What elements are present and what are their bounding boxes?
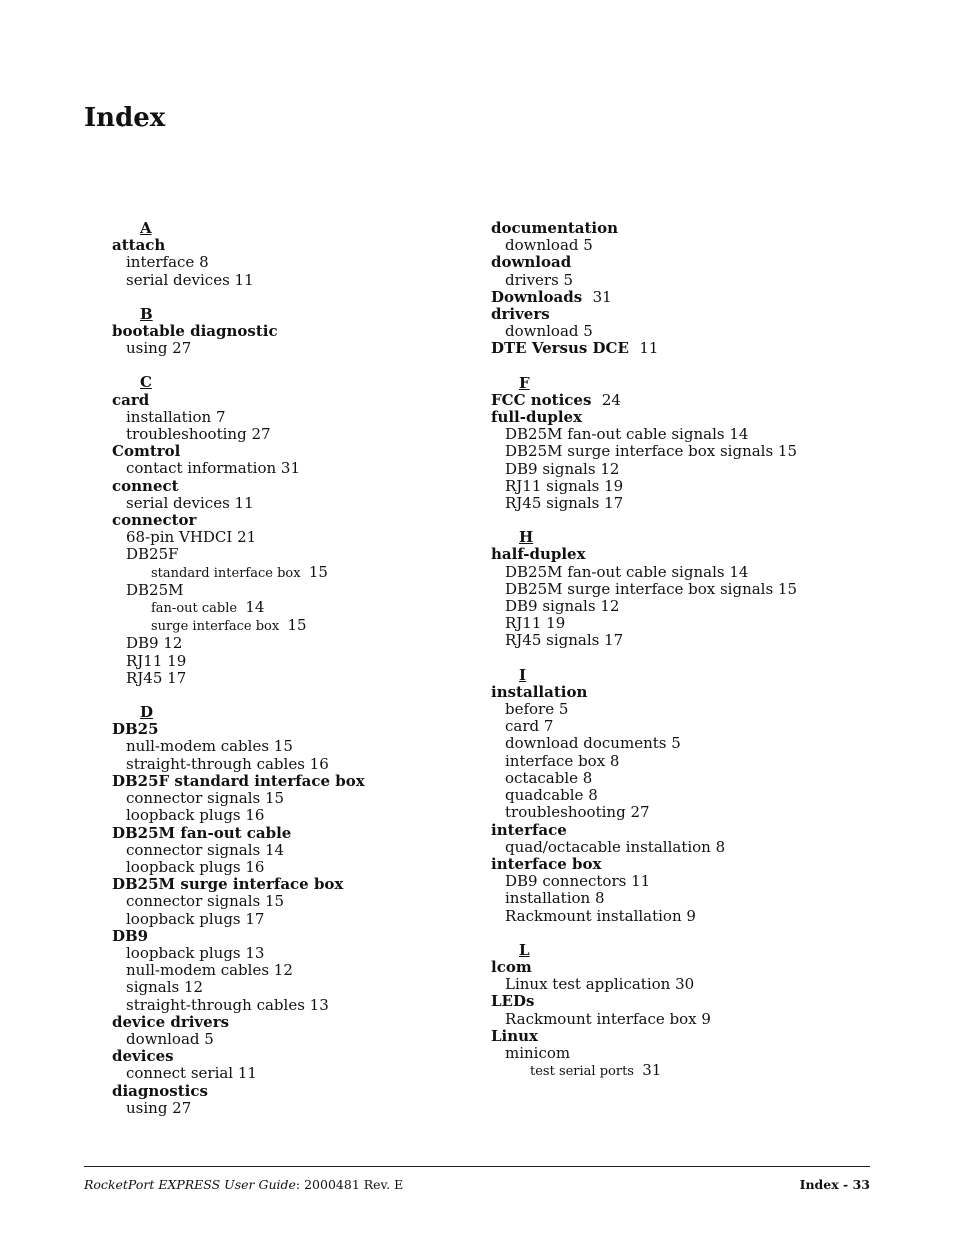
entry-text: connector signals 15	[126, 789, 285, 808]
index-subentry	[491, 804, 891, 821]
footer-document-reference	[84, 1177, 403, 1192]
index-subentry	[112, 670, 472, 687]
entry-text: loopback plugs 16	[126, 857, 265, 876]
index-group	[491, 220, 891, 358]
entry-text: interface 8	[126, 253, 209, 272]
index-subentry	[491, 564, 891, 581]
index-subentry	[491, 770, 891, 787]
entry-text: loopback plugs 17	[126, 909, 265, 928]
index-group	[112, 374, 472, 687]
index-subentry	[112, 495, 472, 512]
index-subsubentry	[112, 564, 472, 582]
index-term	[491, 993, 891, 1010]
entry-text: connector signals 14	[126, 840, 285, 859]
index-term	[491, 822, 891, 839]
entry-text: DB9 signals 12	[505, 459, 620, 478]
index-subentry	[112, 911, 472, 928]
entry-text: troubleshooting 27	[505, 803, 650, 822]
entry-text: quad/octacable installation 8	[505, 837, 726, 856]
index-subentry	[112, 842, 472, 859]
entry-text: minicom	[505, 1043, 571, 1062]
index-subentry	[112, 756, 472, 773]
entry-text: DB25M fan-out cable	[112, 823, 292, 842]
entry-text: standard interface box	[151, 565, 301, 581]
index-subentry	[491, 323, 891, 340]
index-subentry	[491, 873, 891, 890]
index-term	[491, 306, 891, 323]
index-subentry	[112, 460, 472, 477]
index-term	[491, 856, 891, 873]
index-term	[112, 1014, 472, 1031]
footer-doc-number: : 2000481 Rev. E	[295, 1177, 404, 1192]
entry-text: null-modem cables 12	[126, 961, 293, 980]
index-group	[491, 942, 891, 1081]
entry-text: DB9	[112, 926, 149, 945]
index-subentry	[491, 1045, 891, 1062]
entry-text: DB25M fan-out cable signals 14	[505, 562, 749, 581]
index-letter-heading: B	[140, 304, 153, 323]
index-subentry	[112, 529, 472, 546]
index-term	[491, 392, 891, 409]
index-group	[491, 375, 891, 513]
entry-text: download 5	[126, 1029, 214, 1048]
entry-text: full-duplex	[491, 408, 583, 427]
index-subentry	[112, 979, 472, 996]
entry-text: quadcable 8	[505, 786, 598, 805]
index-group	[491, 667, 891, 925]
entry-text: attach	[112, 236, 166, 255]
entry-text: installation 7	[126, 407, 226, 426]
entry-text: before 5	[505, 700, 569, 719]
footer-doc-title: RocketPort EXPRESS User Guide	[84, 1177, 296, 1192]
index-column-left	[112, 220, 472, 1117]
index-subentry	[112, 962, 472, 979]
entry-page-number: 15	[308, 562, 328, 581]
index-letter-heading: H	[519, 528, 534, 547]
entry-text: test serial ports	[530, 1064, 634, 1080]
index-subentry	[491, 839, 891, 856]
index-term	[491, 959, 891, 976]
index-term	[491, 220, 891, 237]
index-term	[112, 1048, 472, 1065]
entry-page-number: 11	[639, 339, 659, 358]
index-subentry	[112, 859, 472, 876]
index-term	[491, 546, 891, 563]
entry-text: devices	[112, 1047, 174, 1066]
index-subentry	[112, 254, 472, 271]
entry-text: Downloads	[491, 287, 583, 306]
index-term	[112, 478, 472, 495]
index-subentry	[491, 753, 891, 770]
index-subentry	[491, 443, 891, 460]
entry-text: DB9 12	[126, 634, 183, 653]
index-letter-heading: I	[519, 665, 527, 684]
entry-text: RJ11 signals 19	[505, 476, 624, 495]
index-term	[491, 1028, 891, 1045]
entry-text: RJ11 19	[126, 651, 187, 670]
entry-text: signals 12	[126, 978, 204, 997]
entry-text: download 5	[505, 236, 593, 255]
entry-text: straight-through cables 13	[126, 995, 329, 1014]
index-group	[491, 529, 891, 649]
entry-text: DB25M surge interface box	[112, 875, 344, 894]
index-term	[491, 289, 891, 306]
entry-text: surge interface box	[151, 619, 280, 635]
entry-page-number: 24	[601, 390, 621, 409]
entry-page-number: 15	[287, 616, 307, 635]
index-subentry	[491, 735, 891, 752]
index-subentry	[491, 976, 891, 993]
index-subentry	[491, 426, 891, 443]
index-subentry	[491, 908, 891, 925]
entry-text: DTE Versus DCE	[491, 339, 629, 358]
index-term	[112, 876, 472, 893]
entry-text: connector	[112, 511, 197, 530]
index-subentry	[491, 495, 891, 512]
entry-text: DB25	[112, 720, 159, 739]
index-subentry	[491, 718, 891, 735]
entry-text: connect	[112, 476, 179, 495]
entry-text: loopback plugs 13	[126, 943, 265, 962]
index-group	[112, 704, 472, 1117]
entry-text: using 27	[126, 339, 192, 358]
index-subentry	[491, 478, 891, 495]
entry-text: card	[112, 390, 150, 409]
entry-text: interface	[491, 820, 567, 839]
entry-text: using 27	[126, 1098, 192, 1117]
index-subsubentry	[112, 617, 472, 635]
index-group	[112, 220, 472, 289]
index-subentry	[112, 653, 472, 670]
page-footer	[84, 1177, 870, 1192]
entry-text: Rackmount installation 9	[505, 906, 696, 925]
entry-page-number: 14	[245, 598, 265, 617]
index-subsubentry	[112, 599, 472, 617]
index-letter-heading: L	[519, 940, 530, 959]
index-subentry	[491, 615, 891, 632]
entry-text: DB25M surge interface box signals 15	[505, 579, 798, 598]
entry-text: DB25F	[126, 545, 179, 564]
entry-text: FCC notices	[491, 390, 592, 409]
index-subentry	[112, 272, 472, 289]
entry-text: loopback plugs 16	[126, 806, 265, 825]
index-subentry	[491, 272, 891, 289]
index-subentry	[491, 461, 891, 478]
index-term	[112, 773, 472, 790]
entry-text: documentation	[491, 219, 619, 237]
entry-page-number: 31	[642, 1061, 662, 1080]
entry-text: 68-pin VHDCI 21	[126, 528, 257, 547]
index-letter-heading: D	[140, 703, 154, 722]
index-subentry	[491, 787, 891, 804]
entry-text: DB9 connectors 11	[505, 872, 651, 891]
index-subentry	[112, 790, 472, 807]
index-subentry	[112, 893, 472, 910]
entry-text: null-modem cables 15	[126, 737, 293, 756]
entry-text: octacable 8	[505, 768, 593, 787]
index-subsubentry	[491, 1062, 891, 1080]
index-subentry	[112, 340, 472, 357]
entry-text: card 7	[505, 717, 554, 736]
index-letter-heading: F	[519, 373, 530, 392]
entry-text: RJ45 signals 17	[505, 631, 624, 650]
entry-text: LEDs	[491, 992, 535, 1011]
index-term	[491, 684, 891, 701]
index-subentry	[112, 1065, 472, 1082]
index-subentry	[112, 945, 472, 962]
entry-text: DB9 signals 12	[505, 597, 620, 616]
index-subentry	[491, 581, 891, 598]
index-subentry	[491, 890, 891, 907]
entry-text: RJ45 17	[126, 668, 187, 687]
index-subentry	[112, 1100, 472, 1117]
index-subentry	[491, 701, 891, 718]
entry-text: download documents 5	[505, 734, 681, 753]
entry-text: drivers 5	[505, 270, 574, 289]
entry-text: installation 8	[505, 889, 605, 908]
entry-text: bootable diagnostic	[112, 322, 278, 341]
index-subentry	[112, 426, 472, 443]
entry-text: Linux test application 30	[505, 975, 695, 994]
index-term	[112, 928, 472, 945]
entry-text: interface box 8	[505, 751, 620, 770]
entry-text: connect serial 11	[126, 1064, 257, 1083]
entry-text: DB25F standard interface box	[112, 771, 365, 790]
index-term	[112, 237, 472, 254]
entry-text: installation	[491, 682, 588, 701]
entry-text: Comtrol	[112, 442, 181, 461]
index-letter-heading: A	[140, 219, 152, 237]
entry-text: RJ45 signals 17	[505, 494, 624, 513]
entry-text: Linux	[491, 1026, 538, 1045]
entry-text: download	[491, 253, 572, 272]
index-subentry	[112, 546, 472, 563]
index-subentry	[112, 738, 472, 755]
index-subentry	[491, 598, 891, 615]
entry-text: diagnostics	[112, 1081, 208, 1100]
index-term	[112, 512, 472, 529]
index-term	[112, 721, 472, 738]
entry-text: DB25M fan-out cable signals 14	[505, 425, 749, 444]
index-subentry	[112, 582, 472, 599]
index-subentry	[112, 1031, 472, 1048]
entry-text: half-duplex	[491, 545, 586, 564]
index-subentry	[112, 997, 472, 1014]
entry-text: interface box	[491, 854, 602, 873]
index-term	[491, 340, 891, 357]
entry-text: serial devices 11	[126, 493, 254, 512]
index-term	[112, 392, 472, 409]
entry-text: fan-out cable	[151, 601, 238, 617]
entry-text: Rackmount interface box 9	[505, 1009, 711, 1028]
index-subentry	[491, 1011, 891, 1028]
entry-text: download 5	[505, 322, 593, 341]
entry-text: DB25M	[126, 580, 184, 599]
entry-text: troubleshooting 27	[126, 425, 271, 444]
index-subentry	[112, 807, 472, 824]
entry-text: lcom	[491, 957, 532, 976]
index-subentry	[491, 237, 891, 254]
footer-divider	[84, 1166, 870, 1167]
entry-text: serial devices 11	[126, 270, 254, 289]
index-letter-heading: C	[140, 373, 152, 392]
index-subentry	[491, 632, 891, 649]
index-term	[112, 443, 472, 460]
entry-text: drivers	[491, 305, 550, 324]
entry-text: RJ11 19	[505, 614, 566, 633]
entry-text: device drivers	[112, 1012, 230, 1031]
index-term	[112, 825, 472, 842]
index-term	[491, 254, 891, 271]
index-group	[112, 306, 472, 358]
index-subentry	[112, 409, 472, 426]
index-subentry	[112, 635, 472, 652]
entry-text: DB25M surge interface box signals 15	[505, 442, 798, 461]
page-title: Index	[84, 103, 166, 133]
entry-page-number: 31	[592, 287, 612, 306]
index-term	[112, 323, 472, 340]
footer-page-number: Index - 33	[799, 1177, 870, 1192]
index-column-right	[491, 220, 891, 1080]
entry-text: contact information 31	[126, 459, 301, 478]
entry-text: connector signals 15	[126, 892, 285, 911]
entry-text: straight-through cables 16	[126, 754, 329, 773]
index-term	[491, 409, 891, 426]
index-term	[112, 1083, 472, 1100]
